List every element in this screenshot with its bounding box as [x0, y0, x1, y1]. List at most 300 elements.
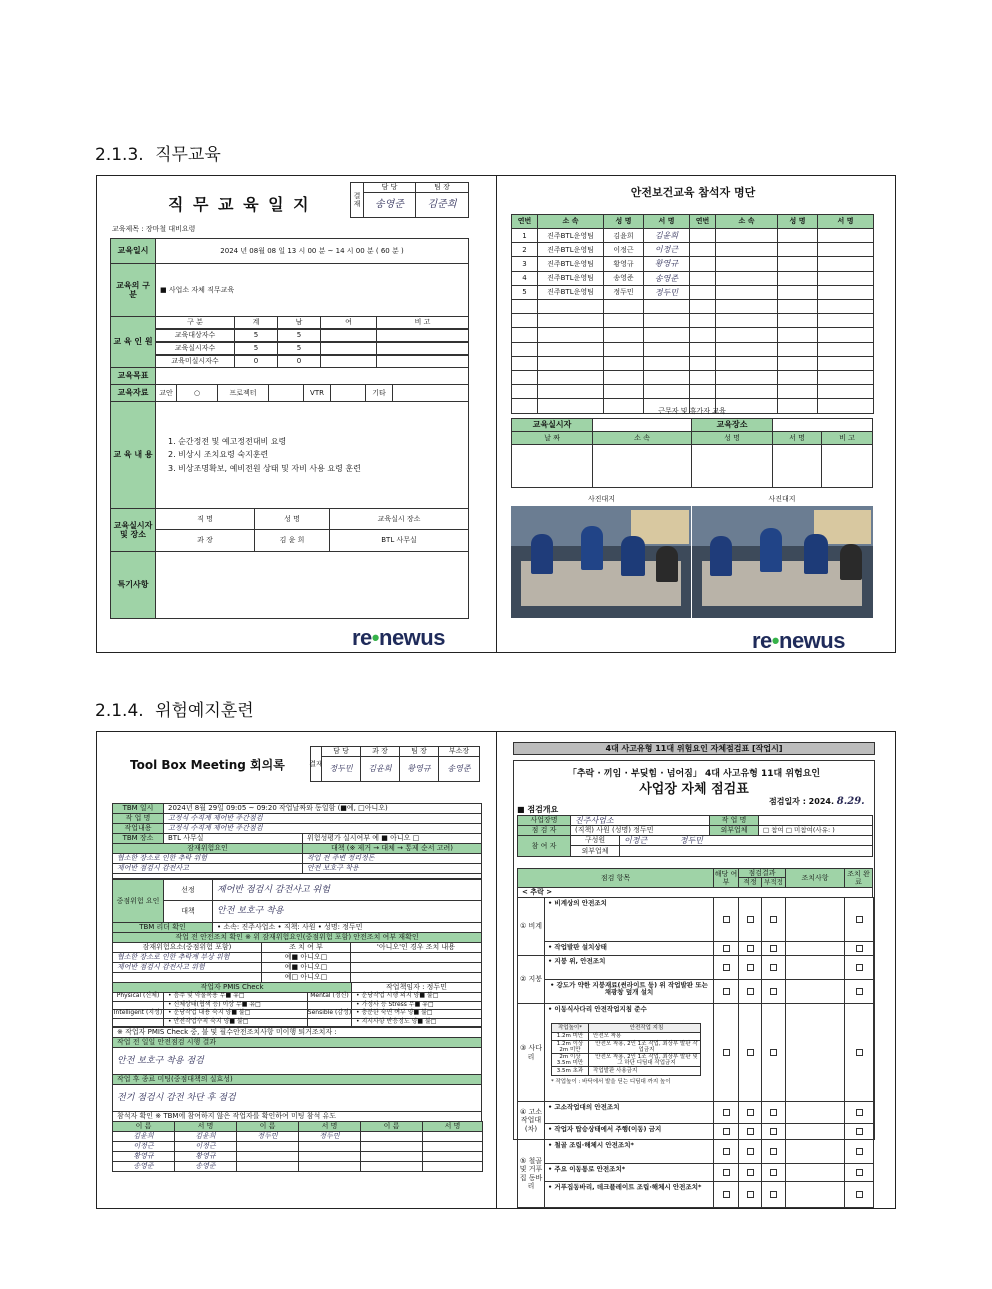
section-number: 2.1.4.: [95, 701, 144, 721]
roster-empty-cell: [603, 299, 644, 314]
roster-empty-cell: [643, 370, 690, 385]
checklist-group-label: ⑤ 철골 및 거푸집 동바리: [517, 1139, 545, 1208]
roster-empty-cell: [643, 327, 690, 342]
makeup-cell: [821, 444, 873, 488]
makeup-header: 서 명: [772, 431, 822, 445]
tbm-row-label: 작 업 명: [112, 813, 164, 824]
checkbox-icon[interactable]: [747, 1109, 754, 1116]
checkbox-icon[interactable]: [770, 945, 777, 952]
checklist-banner: 4대 사고유형 11대 위험요인 자체점검표 [작업시]: [513, 742, 875, 755]
checkbox-icon[interactable]: [747, 1191, 754, 1198]
checkbox-icon[interactable]: [856, 1148, 863, 1155]
makeup-cell: [592, 444, 692, 488]
checkbox-icon[interactable]: [856, 1109, 863, 1116]
roster-cell: 4: [511, 271, 538, 286]
checklist-item: • 지붕 위, 안전조치: [544, 955, 714, 980]
checkbox-icon[interactable]: [723, 1148, 730, 1155]
checkbox-icon[interactable]: [770, 988, 777, 995]
tbm-measure-header: 대책 (※ 제거 → 대체 → 통제 순서 고려): [302, 843, 482, 854]
makeup-cell: [691, 444, 773, 488]
ladder-guide: 안전모 착용, 2인 1조 작업, 최상부 발판 및 그 하단 디딤대 작업금지: [588, 1053, 701, 1067]
checkbox-icon[interactable]: [723, 988, 730, 995]
roster-empty-cell: [777, 285, 818, 300]
checkbox-icon[interactable]: [856, 1169, 863, 1176]
tbm-pmis-cat: Physical (신체): [112, 992, 164, 1002]
approval-col2: 팀 장: [415, 182, 469, 193]
roster-cell: 송영준: [643, 271, 690, 286]
roster-cell: 이정근: [643, 242, 690, 257]
tbm-precheck-status: 예■ 아니오□: [261, 962, 351, 973]
checklist-title: 사업장 자체 점검표: [639, 782, 749, 797]
checklist-head: 해당 여부: [714, 869, 738, 886]
checklist-subtitle: 「추락 · 끼임 · 부딪힘 · 넘어짐」 4대 사고유형 11대 위험요인: [567, 769, 821, 779]
checkbox-icon[interactable]: [747, 1148, 754, 1155]
roster-empty-cell: [689, 228, 716, 243]
roster-empty-cell: [643, 299, 690, 314]
roster-empty-cell: [777, 299, 818, 314]
tbm-row-value: 고정식 수직계 제어반 주간점검: [163, 813, 482, 824]
tbm-attendee-cell: 송영준: [174, 1161, 237, 1172]
checklist-action-cell: [785, 955, 845, 980]
tbm-approval-sig: 황영규: [399, 756, 439, 782]
roster-header: 연번: [689, 214, 716, 229]
roster-empty-cell: [511, 327, 538, 342]
tbm-approval-head: 부소장: [438, 746, 480, 757]
tbm-attend-header: 이 름: [112, 1121, 175, 1132]
training-photo: [692, 506, 873, 618]
makeup-cell: [511, 444, 593, 488]
roster-cell: 황영규: [643, 256, 690, 271]
ladder-note: * 작업높이 : 바닥에서 발을 딛는 디딤대 까지 높이: [551, 1079, 671, 1085]
roster-empty-cell: [817, 299, 874, 314]
roster-empty-cell: [715, 327, 778, 342]
makeup-value: [772, 418, 873, 432]
tbm-after-value: 전기 점검시 감전 차단 후 점검: [112, 1084, 482, 1112]
checklist-checkbox-cell: [738, 1163, 762, 1182]
checklist-action-cell: [785, 1181, 845, 1208]
roster-empty-cell: [715, 228, 778, 243]
checklist-item: • 거푸집동바리, 데크플레이트 조립·해체시 안전조치*: [544, 1181, 714, 1208]
checkbox-icon[interactable]: [856, 1191, 863, 1198]
roster-empty-cell: [777, 384, 818, 399]
roster-cell: 이정근: [603, 242, 644, 257]
checkbox-icon[interactable]: [747, 1049, 754, 1056]
personnel-cell: [376, 342, 469, 355]
tbm-after-title: 작업 후 종료 미팅(중점대책의 실효성): [112, 1074, 482, 1085]
checkbox-icon[interactable]: [747, 1169, 754, 1176]
tbm-row-value: BTL 사무실: [163, 833, 303, 844]
roster-title: 안전보건교육 참석자 명단: [630, 186, 756, 199]
checklist-head: 부적정: [761, 877, 786, 888]
tbm-attendee-cell: 송영준: [112, 1161, 175, 1172]
checklist-group-label: ② 지붕: [517, 955, 545, 1004]
tbm-hazard-header: 잠재위험요인: [112, 843, 303, 854]
personnel-cell: 5: [277, 329, 321, 342]
roster-empty-cell: [715, 313, 778, 328]
checkbox-icon[interactable]: [723, 964, 730, 971]
place-header: 성 명: [254, 508, 330, 530]
roster-empty-cell: [537, 327, 604, 342]
roster-empty-cell: [689, 384, 716, 399]
checkbox-icon[interactable]: [747, 988, 754, 995]
roster-empty-cell: [537, 384, 604, 399]
roster-empty-cell: [511, 313, 538, 328]
ladder-guide: 안전모 착용, 2인 1조 작업, 최상부 발판 작업금지: [588, 1040, 701, 1054]
checklist-action-cell: [785, 941, 845, 956]
place-header: 직 명: [155, 508, 255, 530]
ladder-guide: 안전작업 지침: [588, 1023, 701, 1033]
tbm-attendee-cell: 정두민: [236, 1131, 299, 1142]
roster-header: 서 명: [643, 214, 690, 229]
roster-empty-cell: [715, 356, 778, 371]
makeup-title: 근무자 및 휴가자 교육: [658, 407, 726, 415]
checkbox-icon[interactable]: [770, 1049, 777, 1056]
checklist-checkbox-cell: [844, 1123, 874, 1140]
personnel-header: 비 고: [376, 316, 469, 329]
ladder-height: 2m 이상 3.5m 미만: [551, 1053, 589, 1067]
makeup-cell: [772, 444, 822, 488]
checklist-action-cell: [785, 1003, 845, 1102]
tbm-pmis-item: • 안전작업수칙 숙지 양■ 불□: [163, 1018, 308, 1028]
makeup-label: 교육실시자: [511, 418, 593, 432]
brand-logo: re•newus: [752, 628, 845, 653]
roster-header: 소 속: [715, 214, 778, 229]
approval-col1: 담 당: [363, 182, 416, 193]
checklist-checkbox-cell: [761, 897, 786, 942]
checklist-inspector-label: 점 검 자: [517, 825, 571, 836]
checkbox-icon[interactable]: [723, 1049, 730, 1056]
brand-newus: newus: [779, 628, 845, 653]
checkbox-icon[interactable]: [770, 916, 777, 923]
roster-empty-cell: [715, 342, 778, 357]
roster-empty-cell: [537, 370, 604, 385]
checklist-head: 적정: [738, 877, 762, 888]
checklist-head: 조치사항: [785, 868, 845, 888]
roster-cell: 정두민: [643, 285, 690, 300]
approval-label: 결재: [350, 182, 364, 218]
checklist-checkbox-cell: [761, 979, 786, 1004]
checkbox-icon[interactable]: [856, 988, 863, 995]
checklist-checkbox-cell: [844, 941, 874, 956]
checklist-item: • 고소작업대의 안전조치: [544, 1101, 714, 1124]
checkbox-icon[interactable]: [747, 945, 754, 952]
tbm-pmis-title: 작업자 PMIS Check: [112, 982, 352, 993]
checkbox-icon[interactable]: [856, 964, 863, 971]
checklist-checkbox-cell: [761, 1163, 786, 1182]
ladder-height: 1.2m 미만: [551, 1032, 589, 1041]
checklist-checkbox-cell: [713, 941, 739, 956]
personnel-cell: [320, 342, 377, 355]
roster-empty-cell: [817, 313, 874, 328]
tbm-attend-title: 참석자 확인 ※ TBM에 참여하지 않은 작업자를 확인하여 미팅 참석 유도: [112, 1111, 482, 1122]
roster-empty-cell: [777, 228, 818, 243]
roster-empty-cell: [817, 327, 874, 342]
checkbox-icon[interactable]: [770, 1191, 777, 1198]
tbm-attendee-cell: 정두민: [298, 1131, 361, 1142]
tbm-row-label: TBM 일시: [112, 803, 164, 814]
checklist-checkbox-cell: [761, 1181, 786, 1208]
checkbox-icon[interactable]: [747, 964, 754, 971]
checkbox-icon[interactable]: [770, 1148, 777, 1155]
tbm-leader-value: • 소속: 진주사업소 • 직책: 사원 • 성명: 정두민: [212, 922, 482, 933]
tbm-attendee-cell: 황영규: [112, 1151, 175, 1162]
checkbox-icon[interactable]: [747, 916, 754, 923]
checklist-group-label: ③ 사다리: [517, 1003, 545, 1102]
roster-cell: 정두민: [603, 285, 644, 300]
content-item: 2. 비상시 조치요령 숙지훈련: [168, 450, 269, 460]
roster-empty-cell: [689, 242, 716, 257]
place-label: 교육실시자 및 장소: [110, 508, 156, 552]
frame-divider: [496, 731, 497, 1209]
self-checklist: [507, 740, 883, 1200]
roster-cell: 진주BTL운영팀: [537, 228, 604, 243]
roster-empty-cell: [689, 313, 716, 328]
material-cell: ○: [176, 384, 218, 402]
training-photo: [511, 506, 691, 618]
roster-cell: 김윤희: [603, 228, 644, 243]
roster-cell: 진주BTL운영팀: [537, 285, 604, 300]
content-item: 3. 비상조명확보, 예비전원 상태 및 자비 사용 요령 훈련: [168, 463, 361, 473]
tbm-pmis-cat: [307, 1018, 352, 1028]
checklist-checkbox-cell: [738, 955, 762, 980]
checkbox-icon[interactable]: [723, 1191, 730, 1198]
checklist-checkbox-cell: [738, 1123, 762, 1140]
checklist-outsource-value: □ 참여 □ 미참여(사유: ): [758, 825, 873, 836]
photo-label: 사진대지: [768, 495, 796, 504]
checklist-table: [517, 868, 873, 1198]
training-journal: [110, 180, 482, 628]
remarks-value: [155, 551, 469, 619]
brand-re: re: [752, 628, 772, 653]
tbm-focus-measure: 대책: [163, 900, 213, 923]
checkbox-icon[interactable]: [770, 1169, 777, 1176]
tbm-focus-measure-value: 안전 보호구 착용: [212, 900, 482, 923]
roster-empty-cell: [603, 384, 644, 399]
checklist-item: • 작업자 탑승상태에서 주행(이동) 금지: [544, 1123, 714, 1140]
roster-cell: 황영규: [603, 256, 644, 271]
roster-empty-cell: [715, 370, 778, 385]
roster-grid: [511, 214, 873, 414]
checkbox-icon[interactable]: [856, 916, 863, 923]
checklist-checkbox-cell: [844, 955, 874, 980]
roster-header: 소 속: [537, 214, 604, 229]
content-label: 교 육 내 용: [110, 401, 156, 509]
checklist-head: 조치 완료: [844, 868, 873, 888]
place-header: 교육실시 장소: [329, 508, 469, 530]
checklist-checkbox-cell: [844, 1101, 874, 1124]
roster-empty-cell: [715, 299, 778, 314]
tbm-pmis-cat: [112, 1018, 164, 1028]
roster-empty-cell: [511, 370, 538, 385]
checklist-checkbox-cell: [738, 897, 762, 942]
tbm-precheck-item: 협소한 장소로 인한 추락계 부상 위험: [112, 952, 262, 963]
roster-empty-cell: [777, 242, 818, 257]
roster-empty-cell: [643, 342, 690, 357]
checklist-checkbox-cell: [844, 1181, 874, 1208]
checklist-checkbox-cell: [713, 955, 739, 980]
checkbox-icon[interactable]: [723, 916, 730, 923]
checklist-inspector-value: (직책) 사원 (성명) 정두민: [570, 825, 710, 836]
approval-sig1: 송영준: [363, 192, 416, 218]
checklist-work-label: 작 업 명: [709, 815, 759, 826]
checklist-checkbox-cell: [761, 955, 786, 980]
tbm-attend-header: 이 름: [360, 1121, 423, 1132]
checkbox-icon[interactable]: [856, 945, 863, 952]
roster-empty-cell: [777, 327, 818, 342]
roster-empty-cell: [689, 256, 716, 271]
checklist-checkbox-cell: [738, 1003, 762, 1102]
checkbox-icon[interactable]: [770, 1109, 777, 1116]
tbm-precheck-header: '아니오'인 경우 조치 내용: [350, 942, 482, 953]
roster-cell: 5: [511, 285, 538, 300]
roster-header: 성 명: [777, 214, 818, 229]
roster-empty-cell: [817, 256, 874, 271]
tbm-attendee-cell: [298, 1161, 361, 1172]
tbm-risk-eval: 위험성평가 실시여부 예 ■ 아니오 □: [302, 833, 482, 844]
material-cell: [392, 384, 469, 402]
content-item: 1. 순간정전 및 예고정전대비 요령: [168, 437, 287, 447]
roster-empty-cell: [777, 356, 818, 371]
roster-empty-cell: [511, 384, 538, 399]
checklist-checkbox-cell: [713, 1163, 739, 1182]
roster-empty-cell: [537, 342, 604, 357]
checklist-checkbox-cell: [844, 1163, 874, 1182]
tbm-pmis-item: • 지시사항 반응정도 양■ 불□: [351, 1018, 482, 1028]
roster-empty-cell: [715, 271, 778, 286]
makeup-header: 날 짜: [511, 431, 593, 445]
roster-cell: 2: [511, 242, 538, 257]
personnel-cell: 5: [234, 342, 278, 355]
roster-empty-cell: [817, 228, 874, 243]
datetime-label: 교육일시: [110, 238, 156, 264]
checklist-checkbox-cell: [713, 1139, 739, 1164]
tbm-pmis-note: ※ 작업자 PMIS Check 중, 불 및 필수안전조치사항 미이행 퇴거조치자 :: [112, 1027, 482, 1038]
roster-empty-cell: [777, 370, 818, 385]
personnel-header: 여: [320, 316, 377, 329]
section-title: 직무교육: [155, 145, 221, 165]
checklist-site-value: 진주사업소: [570, 815, 710, 826]
checkbox-icon[interactable]: [770, 1128, 777, 1135]
tbm-approval-sig: 김윤희: [360, 756, 400, 782]
type-label: 교육의 구 분: [110, 263, 156, 317]
roster-empty-cell: [817, 384, 874, 399]
tbm-attendee-cell: 이정근: [174, 1141, 237, 1152]
checklist-item: • 이동식사다리 안전작업지침 준수: [544, 1003, 714, 1102]
tbm-attend-header: 서 명: [298, 1121, 361, 1132]
checklist-item: • 주요 이동통로 안전조치*: [544, 1163, 714, 1182]
checklist-checkbox-cell: [713, 1101, 739, 1124]
material-label: 교육자료: [110, 384, 156, 402]
section-title: 위험예지훈련: [155, 701, 254, 721]
place-value: 김 윤 희: [254, 529, 330, 552]
brand-re: re: [352, 625, 372, 650]
section-heading-risk: [95, 696, 254, 721]
checkbox-icon[interactable]: [856, 1128, 863, 1135]
checkbox-icon[interactable]: [770, 964, 777, 971]
roster-cell: 송영준: [603, 271, 644, 286]
checklist-outsource-label: 외부업체: [709, 825, 759, 836]
checklist-head-group: 점검결과: [738, 868, 786, 878]
tbm-attendee-cell: 김윤희: [112, 1131, 175, 1142]
checklist-checkbox-cell: [713, 1181, 739, 1208]
checklist-item: • 강도가 약한 지붕재료(썬라이트 등) 위 작업발판 또는 채광창 덮개 설치: [544, 979, 714, 1004]
tbm-approval-sig: 정두민: [321, 756, 361, 782]
checkbox-icon[interactable]: [856, 1049, 863, 1056]
roster-empty-cell: [715, 256, 778, 271]
tbm-pmis-item: • 충분한 숙면 여부 양■ 불□: [351, 1009, 482, 1019]
tbm-pmis-cat: Mental (정신): [307, 992, 352, 1002]
tbm-daily-title: 작업 전 일일 안전점검 시행 결과: [112, 1037, 482, 1048]
tbm-minutes: [110, 740, 486, 1200]
personnel-label: 교 육 인 원: [110, 316, 156, 368]
tbm-pmis-item: • 가정사 등 Stress 무■ 유□: [351, 1001, 482, 1011]
roster-header: 서 명: [817, 214, 874, 229]
tbm-attendee-cell: [360, 1161, 423, 1172]
tbm-hazard: 협소한 장소로 인한 추락 위험: [112, 853, 303, 864]
roster-empty-cell: [777, 271, 818, 286]
roster-empty-cell: [537, 313, 604, 328]
roster-empty-cell: [689, 271, 716, 286]
checkbox-icon[interactable]: [747, 1128, 754, 1135]
tbm-approval-sig: 송영준: [438, 756, 480, 782]
checklist-overview-table: [517, 815, 873, 865]
tbm-approval-head: 과 장: [360, 746, 400, 757]
frame-divider: [496, 175, 497, 653]
datetime-value: 2024 년 08월 08 일 13 시 00 분 ~ 14 시 00 분 ( 60 분 ): [155, 238, 469, 264]
personnel-header: 남: [277, 316, 321, 329]
material-cell: 교안: [155, 384, 177, 402]
roster-cell: 김윤희: [643, 228, 690, 243]
roster-empty-cell: [715, 285, 778, 300]
checkbox-icon[interactable]: [723, 1128, 730, 1135]
roster-empty-cell: [689, 356, 716, 371]
checkbox-icon[interactable]: [723, 1109, 730, 1116]
material-cell: 프로젝터: [217, 384, 269, 402]
roster-cell: 진주BTL운영팀: [537, 242, 604, 257]
checklist-item: • 작업발판 설치상태: [544, 941, 714, 956]
tbm-precheck-header: 조 치 여 부: [261, 942, 351, 953]
personnel-cell: [376, 329, 469, 342]
place-value: 과 장: [155, 529, 255, 552]
roster-empty-cell: [643, 313, 690, 328]
roster-empty-cell: [715, 242, 778, 257]
tbm-attend-header: 이 름: [236, 1121, 299, 1132]
tbm-focus-label: 중점위험 요인: [112, 879, 164, 923]
checkbox-icon[interactable]: [723, 1169, 730, 1176]
roster-empty-cell: [603, 356, 644, 371]
tbm-attendee-cell: [422, 1161, 483, 1172]
tbm-precheck-item: 제어반 점검시 감전사고 위험: [112, 962, 262, 973]
checklist-checkbox-cell: [761, 941, 786, 956]
checklist-checkbox-cell: [738, 941, 762, 956]
roster-empty-cell: [537, 299, 604, 314]
checklist-checkbox-cell: [844, 897, 874, 942]
roster-empty-cell: [777, 256, 818, 271]
roster-cell: 진주BTL운영팀: [537, 256, 604, 271]
tbm-row-value: 2024년 8월 29일 09:05 ~ 09:20 작업날짜와 동일함 (■예, □아니오): [163, 803, 482, 814]
roster-empty-cell: [689, 299, 716, 314]
tbm-pmis-item: • 음주 및 약물복용 무■ 유□: [163, 992, 308, 1002]
roster-empty-cell: [643, 384, 690, 399]
tbm-attendee-cell: 이정근: [112, 1141, 175, 1152]
roster-empty-cell: [777, 342, 818, 357]
checkbox-icon[interactable]: [723, 945, 730, 952]
checklist-category: < 추락 >: [517, 887, 873, 898]
checklist-group-label: ① 비계: [517, 897, 545, 956]
makeup-header: 소 속: [592, 431, 692, 445]
tbm-pmis-cat: Intelligent (지성): [112, 1009, 164, 1019]
personnel-cell: 5: [234, 329, 278, 342]
